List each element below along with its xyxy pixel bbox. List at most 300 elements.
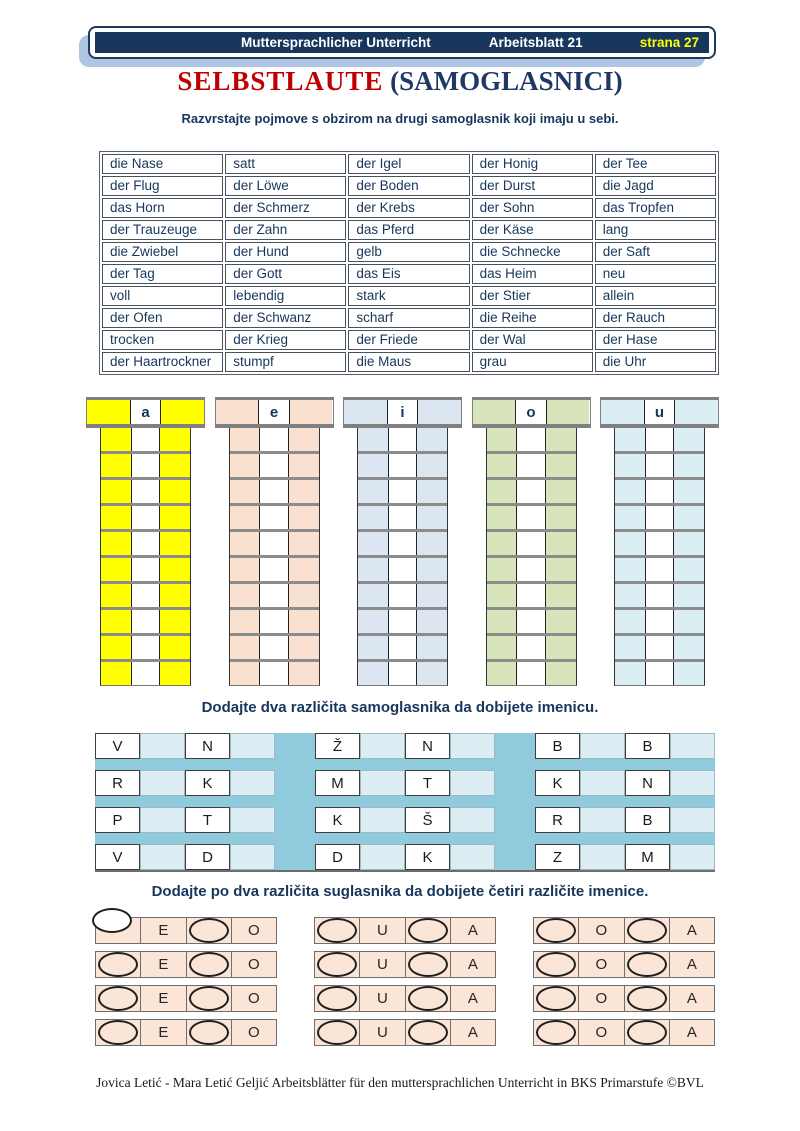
answer-side-cell — [487, 558, 517, 581]
vowel-header-right-cell — [289, 400, 333, 424]
consonant-cell: M — [315, 770, 360, 796]
vowel-header-left-cell — [87, 400, 130, 424]
oval-strip-row — [314, 917, 496, 944]
vowel-letter-cell: E — [140, 986, 185, 1011]
vowel-letter-cell: A — [669, 1020, 714, 1045]
answer-side-cell — [288, 428, 319, 451]
answer-side-cell — [545, 454, 576, 477]
word-cell: die Maus — [348, 352, 469, 372]
word-cell: die Reihe — [472, 308, 593, 328]
answer-side-cell — [416, 662, 447, 685]
answer-side-cell — [673, 662, 704, 685]
answer-side-cell — [673, 610, 704, 633]
vowel-answer-row — [101, 532, 190, 558]
answer-write-cell — [645, 532, 674, 555]
word-cell: der Käse — [472, 220, 593, 240]
word-cell: der Saft — [595, 242, 716, 262]
vowel-letter-cell: E — [140, 952, 185, 977]
vowel-header-right-cell — [160, 400, 204, 424]
consonant-cell: T — [185, 807, 230, 833]
vowel-write-cell — [360, 770, 405, 796]
grid-row-band — [315, 833, 495, 844]
vowel-write-cell — [580, 733, 625, 759]
consonant-cell: N — [185, 733, 230, 759]
grid-row-band — [95, 833, 275, 844]
word-cell: der Flug — [102, 176, 223, 196]
oval-placeholder — [627, 918, 667, 943]
answer-write-cell — [131, 610, 160, 633]
answer-side-cell — [101, 454, 131, 477]
word-table-body — [102, 154, 716, 372]
vowel-write-cell — [450, 770, 495, 796]
vowel-answer-row — [101, 662, 190, 685]
answer-write-cell — [259, 506, 288, 529]
word-cell: die Uhr — [595, 352, 716, 372]
consonant-cell: P — [95, 807, 140, 833]
answer-side-cell — [615, 584, 645, 607]
consonant-write-cell — [186, 952, 231, 977]
vowel-answer-row — [230, 532, 319, 558]
vowel-answer-row — [101, 636, 190, 662]
answer-side-cell — [487, 532, 517, 555]
oval-placeholder — [536, 918, 576, 943]
answer-side-cell — [159, 506, 190, 529]
word-cell: der Wal — [472, 330, 593, 350]
vowel-letter-cell: A — [450, 952, 495, 977]
page-title — [0, 66, 800, 97]
answer-side-cell — [159, 610, 190, 633]
answer-write-cell — [516, 662, 545, 685]
answer-write-cell — [645, 662, 674, 685]
word-cell: der Igel — [348, 154, 469, 174]
vowel-write-cell — [450, 807, 495, 833]
answer-side-cell — [358, 558, 388, 581]
answer-write-cell — [259, 428, 288, 451]
oval-strip-group — [314, 917, 496, 1053]
answer-side-cell — [101, 662, 131, 685]
answer-write-cell — [259, 532, 288, 555]
vowel-letter-cell: O — [231, 918, 276, 943]
word-table-row — [102, 308, 716, 328]
answer-write-cell — [388, 428, 417, 451]
answer-side-cell — [288, 610, 319, 633]
vowel-column-u — [600, 397, 719, 686]
consonant-write-cell — [405, 1020, 450, 1045]
answer-side-cell — [230, 662, 260, 685]
vowel-answer-row — [358, 428, 447, 454]
oval-strip-row — [314, 1019, 496, 1046]
answer-side-cell — [159, 662, 190, 685]
task1-instruction: Razvrstajte pojmove s obzirom na drugi samoglasnik koji imaju u sebi. — [181, 111, 619, 126]
answer-side-cell — [101, 532, 131, 555]
answer-side-cell — [101, 428, 131, 451]
answer-side-cell — [288, 636, 319, 659]
word-cell: die Schnecke — [472, 242, 593, 262]
oval-strip-row — [533, 1019, 715, 1046]
consonant-cell: N — [625, 770, 670, 796]
answer-side-cell — [615, 662, 645, 685]
vowel-answer-row — [615, 506, 704, 532]
vowel-answer-row — [615, 610, 704, 636]
answer-write-cell — [259, 636, 288, 659]
vowel-answer-row — [487, 480, 576, 506]
letter-row — [535, 844, 715, 870]
answer-side-cell — [673, 584, 704, 607]
answer-write-cell — [388, 480, 417, 503]
answer-write-cell — [131, 454, 160, 477]
answer-write-cell — [259, 558, 288, 581]
vowel-header — [343, 397, 462, 424]
answer-side-cell — [230, 532, 260, 555]
consonant-write-cell — [624, 986, 669, 1011]
letter-row — [315, 844, 495, 870]
vowel-answer-row — [358, 584, 447, 610]
consonant-write-cell — [534, 1020, 578, 1045]
word-cell: der Boden — [348, 176, 469, 196]
consonant-cell: K — [185, 770, 230, 796]
vowel-header — [600, 397, 719, 424]
vowel-header-left-cell — [473, 400, 516, 424]
vowel-header-letter-cell: i — [387, 400, 417, 424]
word-cell: lebendig — [225, 286, 346, 306]
word-cell: der Rauch — [595, 308, 716, 328]
answer-side-cell — [615, 428, 645, 451]
consonant-write-cell — [96, 986, 140, 1011]
word-cell: satt — [225, 154, 346, 174]
consonant-cell: R — [535, 807, 580, 833]
answer-write-cell — [388, 454, 417, 477]
answer-side-cell — [487, 506, 517, 529]
answer-write-cell — [388, 584, 417, 607]
answer-side-cell — [288, 662, 319, 685]
consonant-write-cell — [315, 1020, 359, 1045]
vowel-answer-grid — [229, 428, 320, 686]
vowel-answer-row — [615, 558, 704, 584]
grid-separator-bar — [275, 733, 315, 870]
answer-side-cell — [230, 506, 260, 529]
vowel-answer-row — [101, 454, 190, 480]
oval-placeholder — [189, 952, 229, 977]
answer-write-cell — [131, 558, 160, 581]
vowel-answer-row — [230, 506, 319, 532]
letter-row — [315, 770, 495, 796]
vowel-answer-row — [487, 584, 576, 610]
vowel-answer-row — [358, 532, 447, 558]
grid-row-band — [535, 759, 715, 770]
word-cell: der Krebs — [348, 198, 469, 218]
answer-side-cell — [416, 584, 447, 607]
answer-side-cell — [545, 480, 576, 503]
vowel-answer-row — [487, 428, 576, 454]
answer-side-cell — [101, 506, 131, 529]
consonant-cell: K — [535, 770, 580, 796]
answer-write-cell — [516, 480, 545, 503]
word-cell: der Tag — [102, 264, 223, 284]
oval-placeholder — [536, 986, 576, 1011]
answer-side-cell — [615, 506, 645, 529]
oval-placeholder — [189, 1020, 229, 1045]
vowel-header-letter-cell: a — [130, 400, 160, 424]
vowel-header-letter-cell: o — [515, 400, 545, 424]
vowel-answer-row — [230, 428, 319, 454]
answer-side-cell — [487, 454, 517, 477]
answer-side-cell — [358, 428, 388, 451]
answer-side-cell — [545, 532, 576, 555]
task3-instruction: Dodajte po dva različita suglasnika da dobijete četiri različite imenice. — [151, 883, 649, 900]
consonant-write-cell — [405, 918, 450, 943]
answer-side-cell — [673, 532, 704, 555]
vowel-letter-cell: U — [359, 986, 404, 1011]
answer-side-cell — [673, 454, 704, 477]
consonant-cell: K — [315, 807, 360, 833]
oval-strip-row — [95, 951, 277, 978]
answer-side-cell — [416, 428, 447, 451]
oval-placeholder — [189, 918, 229, 943]
answer-write-cell — [388, 506, 417, 529]
answer-write-cell — [516, 636, 545, 659]
letter-group — [95, 733, 275, 870]
vowel-write-cell — [140, 844, 185, 870]
vowel-answer-row — [101, 506, 190, 532]
vowel-answer-row — [615, 480, 704, 506]
oval-placeholder — [627, 952, 667, 977]
consonant-write-cell — [405, 986, 450, 1011]
answer-side-cell — [487, 480, 517, 503]
header-page-label: strana 27 — [639, 35, 699, 50]
answer-side-cell — [358, 636, 388, 659]
vowel-letter-cell: A — [669, 918, 714, 943]
answer-write-cell — [131, 480, 160, 503]
answer-side-cell — [487, 662, 517, 685]
vowel-header-right-cell — [546, 400, 590, 424]
consonant-write-cell — [186, 1020, 231, 1045]
word-cell: der Schwanz — [225, 308, 346, 328]
consonant-cell: D — [315, 844, 360, 870]
answer-side-cell — [615, 480, 645, 503]
answer-side-cell — [288, 558, 319, 581]
answer-side-cell — [673, 558, 704, 581]
vowel-answer-row — [358, 480, 447, 506]
oval-placeholder — [317, 1020, 357, 1045]
answer-write-cell — [131, 506, 160, 529]
consonant-write-cell — [624, 1020, 669, 1045]
vowel-write-cell — [230, 844, 275, 870]
word-cell: der Gott — [225, 264, 346, 284]
header-bar — [95, 32, 709, 53]
word-cell: der Löwe — [225, 176, 346, 196]
word-table-row — [102, 264, 716, 284]
answer-side-cell — [230, 480, 260, 503]
grid-row-band — [535, 833, 715, 844]
vowel-write-cell — [580, 807, 625, 833]
letter-row — [95, 733, 275, 759]
letter-row — [315, 807, 495, 833]
vowel-answer-row — [487, 636, 576, 662]
vowel-answer-row — [101, 428, 190, 454]
answer-side-cell — [159, 584, 190, 607]
oval-strip-row — [95, 985, 277, 1012]
answer-write-cell — [516, 532, 545, 555]
vowel-answer-row — [615, 454, 704, 480]
letter-group — [535, 733, 715, 870]
answer-write-cell — [388, 532, 417, 555]
consonant-write-cell — [534, 986, 578, 1011]
vowel-answer-row — [358, 454, 447, 480]
word-table-row — [102, 352, 716, 372]
vowel-column-a — [86, 397, 205, 686]
oval-strip-row — [314, 985, 496, 1012]
oval-strip-group — [533, 917, 715, 1053]
vowel-answer-row — [487, 662, 576, 685]
letter-row — [535, 733, 715, 759]
vowel-answer-row — [101, 480, 190, 506]
answer-side-cell — [358, 662, 388, 685]
consonant-write-cell — [315, 986, 359, 1011]
consonant-write-cell — [96, 1020, 140, 1045]
vowel-header-letter-cell: u — [644, 400, 674, 424]
answer-side-cell — [487, 636, 517, 659]
oval-placeholder — [408, 1020, 448, 1045]
answer-write-cell — [388, 662, 417, 685]
vowel-answer-row — [101, 610, 190, 636]
letter-row — [535, 807, 715, 833]
word-cell: der Sohn — [472, 198, 593, 218]
answer-side-cell — [358, 532, 388, 555]
vowel-answer-row — [101, 584, 190, 610]
vowel-header — [215, 397, 334, 424]
letter-row — [535, 770, 715, 796]
oval-placeholder — [408, 952, 448, 977]
vowel-write-cell — [670, 733, 715, 759]
answer-side-cell — [230, 428, 260, 451]
vowel-answer-row — [230, 610, 319, 636]
answer-side-cell — [101, 610, 131, 633]
word-table-row — [102, 220, 716, 240]
vowel-answer-row — [101, 558, 190, 584]
vowel-write-cell — [580, 770, 625, 796]
vowel-column-e — [215, 397, 334, 686]
oval-strip-row — [314, 951, 496, 978]
vowel-write-cell — [670, 844, 715, 870]
vowel-answer-row — [358, 636, 447, 662]
vowel-letter-cell: A — [669, 952, 714, 977]
word-cell: scharf — [348, 308, 469, 328]
vowel-answer-row — [615, 584, 704, 610]
vowel-letter-cell: A — [450, 1020, 495, 1045]
word-cell: das Tropfen — [595, 198, 716, 218]
vowel-write-cell — [360, 807, 405, 833]
answer-side-cell — [230, 454, 260, 477]
vowel-letter-cell: E — [140, 1020, 185, 1045]
grid-row-band — [535, 796, 715, 807]
word-cell: der Tee — [595, 154, 716, 174]
consonant-write-cell — [96, 952, 140, 977]
word-cell: gelb — [348, 242, 469, 262]
answer-side-cell — [101, 480, 131, 503]
vowel-letter-cell: O — [578, 918, 623, 943]
answer-side-cell — [416, 636, 447, 659]
vowel-write-cell — [670, 807, 715, 833]
answer-side-cell — [615, 558, 645, 581]
vowel-header-letter-cell: e — [258, 400, 288, 424]
header-sheet-label: Arbeitsblatt 21 — [488, 35, 583, 50]
oval-strip-group — [95, 917, 277, 1053]
vowel-letter-cell: O — [231, 986, 276, 1011]
consonant-cell: Z — [535, 844, 580, 870]
answer-side-cell — [358, 584, 388, 607]
word-cell: der Zahn — [225, 220, 346, 240]
vowel-write-cell — [360, 844, 405, 870]
answer-write-cell — [516, 610, 545, 633]
word-cell: das Eis — [348, 264, 469, 284]
answer-side-cell — [159, 480, 190, 503]
answer-write-cell — [259, 480, 288, 503]
vowel-letter-cell: A — [450, 986, 495, 1011]
word-cell: der Honig — [472, 154, 593, 174]
answer-side-cell — [673, 480, 704, 503]
vowel-answer-row — [358, 662, 447, 685]
vowel-answer-grid — [100, 428, 191, 686]
consonant-cell: V — [95, 844, 140, 870]
vowel-write-cell — [140, 807, 185, 833]
answer-write-cell — [131, 428, 160, 451]
vowel-letter-cell: A — [669, 986, 714, 1011]
worksheet-header — [88, 26, 716, 59]
answer-write-cell — [645, 480, 674, 503]
vowel-write-cell — [230, 770, 275, 796]
answer-write-cell — [645, 558, 674, 581]
vowel-answer-row — [358, 506, 447, 532]
vowel-letter-cell: A — [450, 918, 495, 943]
vowel-header-right-cell — [417, 400, 461, 424]
oval-strip-row — [533, 985, 715, 1012]
header-frame — [88, 26, 716, 59]
word-table-row — [102, 286, 716, 306]
answer-side-cell — [416, 558, 447, 581]
consonant-cell: R — [95, 770, 140, 796]
vowel-answer-row — [487, 506, 576, 532]
word-cell: grau — [472, 352, 593, 372]
answer-side-cell — [416, 454, 447, 477]
answer-write-cell — [259, 662, 288, 685]
word-cell: allein — [595, 286, 716, 306]
grid-row-band — [315, 759, 495, 770]
answer-write-cell — [645, 584, 674, 607]
answer-side-cell — [615, 454, 645, 477]
letter-row — [95, 807, 275, 833]
vowel-answer-row — [230, 636, 319, 662]
oval-strip-row — [95, 917, 277, 944]
answer-side-cell — [101, 558, 131, 581]
answer-side-cell — [358, 454, 388, 477]
consonant-cell: D — [185, 844, 230, 870]
consonant-cell: N — [405, 733, 450, 759]
answer-side-cell — [230, 636, 260, 659]
consonant-write-cell — [186, 986, 231, 1011]
word-table-row — [102, 242, 716, 262]
answer-side-cell — [358, 610, 388, 633]
answer-side-cell — [545, 558, 576, 581]
answer-side-cell — [159, 428, 190, 451]
word-cell: der Trauzeuge — [102, 220, 223, 240]
vowel-fill-grid — [95, 733, 715, 872]
consonant-cell: Ž — [315, 733, 360, 759]
answer-side-cell — [545, 662, 576, 685]
answer-write-cell — [516, 558, 545, 581]
answer-write-cell — [645, 454, 674, 477]
answer-side-cell — [615, 636, 645, 659]
word-cell: die Nase — [102, 154, 223, 174]
